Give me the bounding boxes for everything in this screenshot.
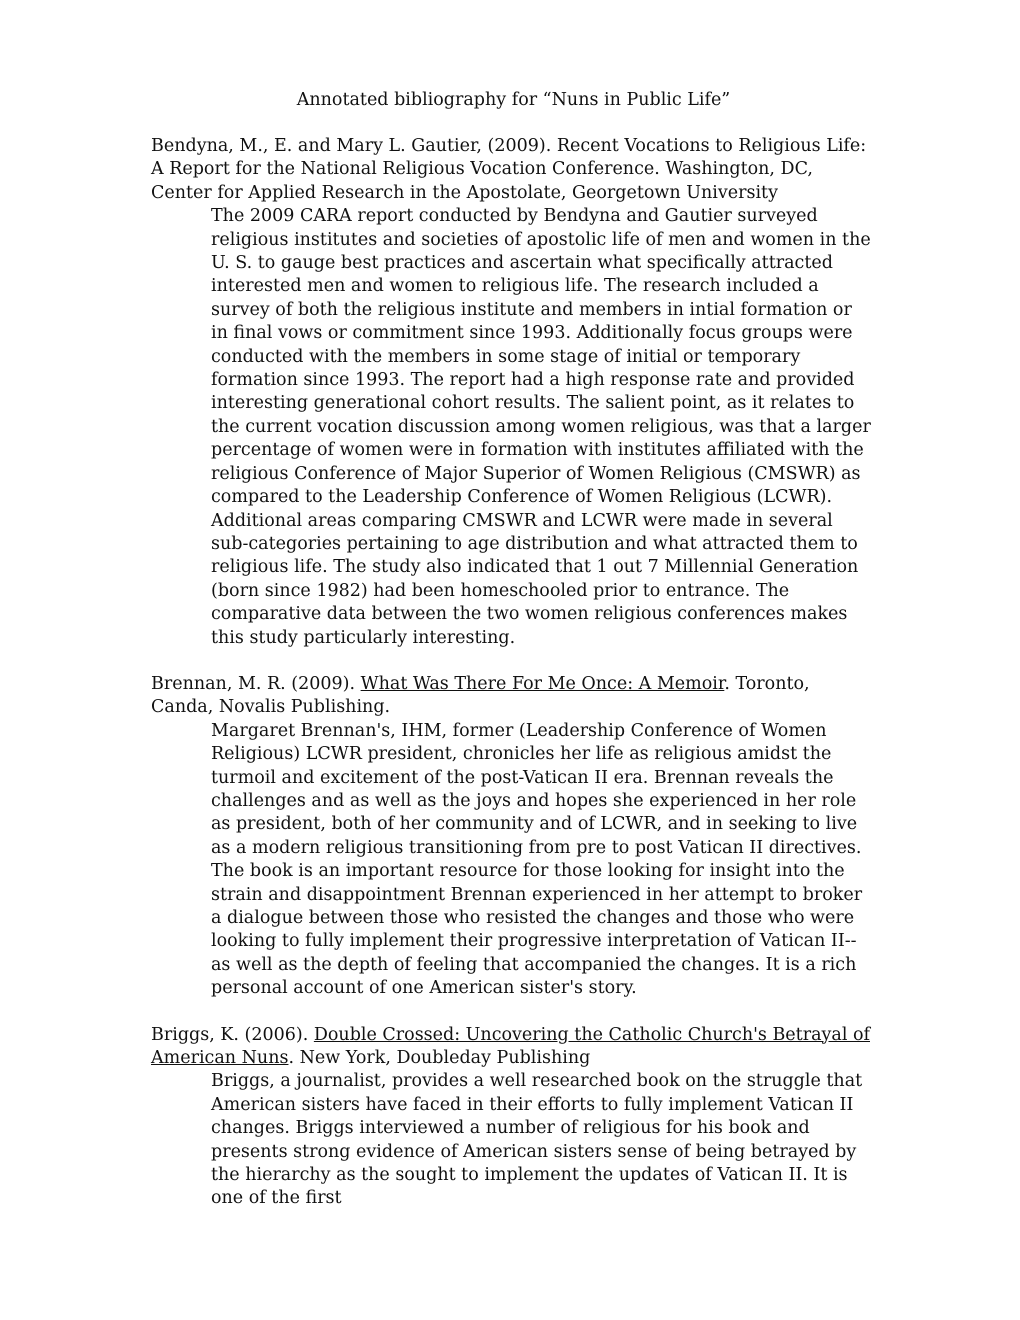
bibliography-entry: [151, 1024, 876, 1211]
page-title: Annotated bibliography for “Nuns in Public Life”: [296, 90, 731, 110]
bibliography-entry: [151, 673, 876, 1001]
annotation: The 2009 CARA report conducted by Bendyna and Gautier surveyed religious institutes and societies of apostolic life of men and women in the U. S. to gauge best practices and ascertain what specifically attracted interested men and women to religious life. The research included a survey of both the religious institute and members in intial formation or in final vows or commitment since 1993. Additionally focus groups were conducted with the members in some stage of initial or temporary formation since 1993. The report had a high response rate and provided interesting generational cohort results. The salient point, as it relates to the current vocation discussion among women religious, was that a larger percentage of women were in formation with institutes affiliated with the religious Conference of Major Superior of Women Religious (CMSWR) as compared to the Leadership Conference of Women Religious (LCWR). Additional areas comparing CMSWR and LCWR were made in several sub-categories pertaining to age distribution and what attracted them to religious life. The study also indicated that 1 out 7 Millennial Generation (born since 1982) had been homeschooled prior to entrance. The comparative data between the two women religious conferences makes this study particularly interesting.: [211, 206, 871, 648]
citation-publisher: . New York, Doubleday Publishing: [288, 1048, 591, 1069]
citation: [151, 1024, 876, 1071]
citation-text: Bendyna, M., E. and Mary L. Gautier, (2009). Recent Vocations to Religious Life: A Report for the National Religious Vocation Conference. Washington, DC, Center for Applied Research in the Apostolate, Georgetown University: [151, 136, 867, 203]
citation: [151, 135, 876, 205]
annotation: Briggs, a journalist, provides a well researched book on the struggle that American sisters have faced in their efforts to fully implement Vatican II changes. Briggs interviewed a number of religious for his book and presents strong evidence of American sisters sense of being betrayed by the hierarchy as the sought to implement the updates of Vatican II. It is one of the first: [211, 1071, 863, 1209]
citation: [151, 673, 876, 720]
citation-author: Briggs, K. (2006).: [151, 1024, 314, 1045]
citation-author: Brennan, M. R. (2009).: [151, 673, 361, 694]
annotation: Margaret Brennan's, IHM, former (Leadership Conference of Women Religious) LCWR president, chronicles her life as religious amidst the turmoil and excitement of the post-Vatican II era. Brennan reveals the challenges and as well as the joys and hopes she experienced in her role as president, both of her community and of LCWR, and in seeking to live as a modern religious transitioning from pre to post Vatican II directives. The book is an important resource for those looking for insight into the strain and disappointment Brennan experienced in her attempt to broker a dialogue between those who resisted the changes and those who were looking to fully implement their progressive interpretation of Vatican II--as well as the depth of feeling that accompanied the changes. It is a rich personal account of one American sister's story.: [211, 720, 863, 999]
bibliography-entry: [151, 135, 876, 650]
citation-publisher: . Toronto, Canda, Novalis Publishing.: [151, 673, 810, 718]
document-page: [151, 88, 876, 1234]
citation-title: Double Crossed: Uncovering the Catholic Church's Betrayal of American Nuns: [151, 1024, 870, 1069]
citation-title: What Was There For Me Once: A Memoir: [360, 673, 725, 694]
